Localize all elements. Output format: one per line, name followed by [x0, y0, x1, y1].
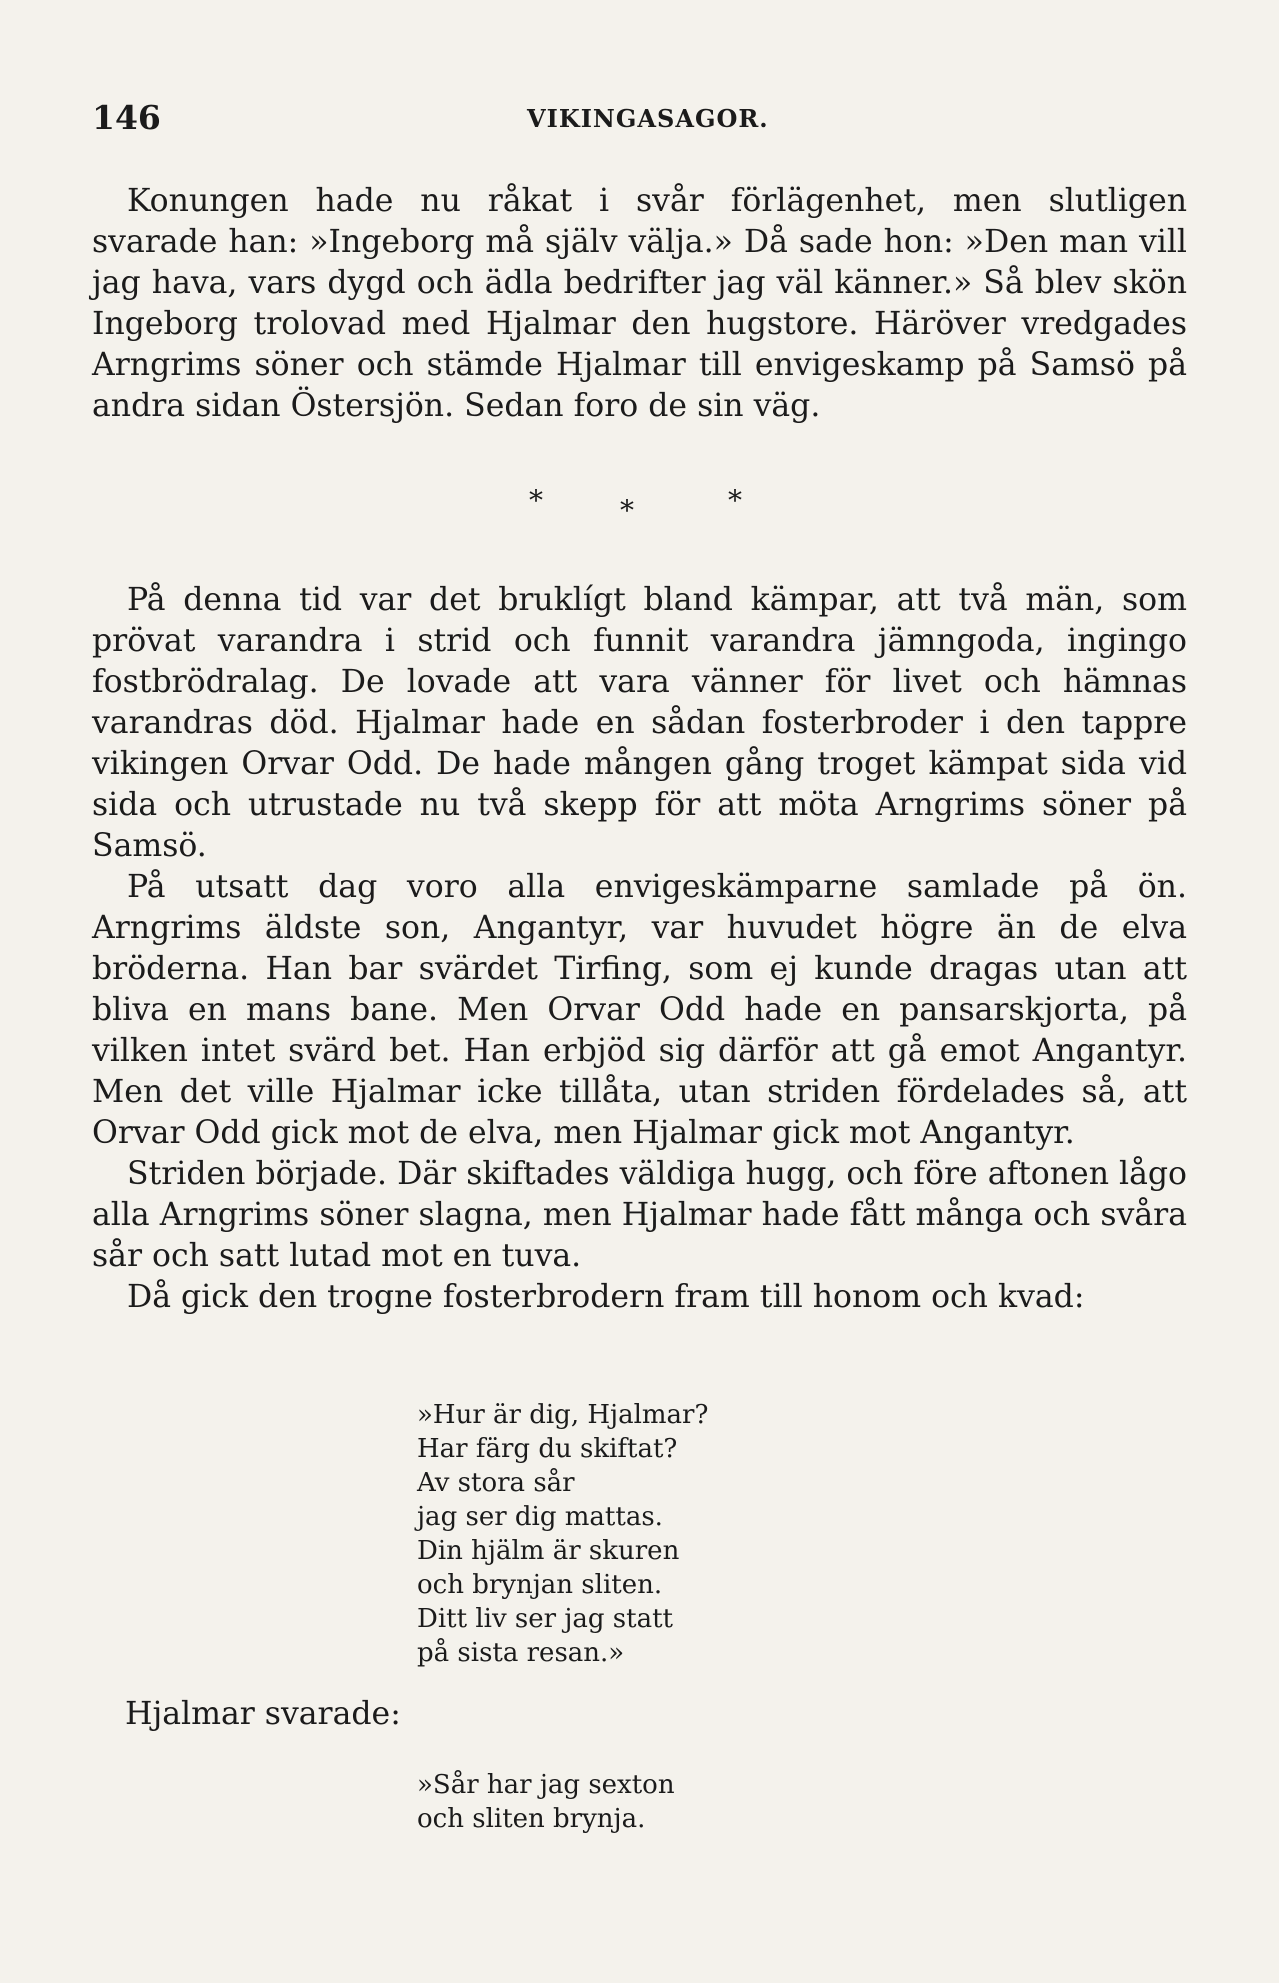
- page-header: [92, 98, 1177, 138]
- reply-intro: Hjalmar svarade:: [125, 1696, 401, 1732]
- verse-line: Din hjälm är skuren: [417, 1536, 680, 1566]
- paragraph: På utsatt dag voro alla envigeskämparne samlade på ön. Arngrims äldste son, Angantyr, var huvudet högre än de elva bröderna. Han bar svärdet Tirfing, som ej kunde dragas utan att bliva en mans bane. Men Orvar Odd hade en pansarskjorta, på vilken intet svärd bet. Han erbjöd sig därför att gå emot Angantyr. Men det ville Hjalmar icke tillåta, utan striden fördelades så, att Orvar Odd gick mot de elva, men Hjalmar gick mot Angantyr.: [92, 869, 1187, 1151]
- verse-line: och brynjan sliten.: [417, 1570, 663, 1600]
- verse-line: Av stora sår: [417, 1468, 575, 1498]
- verse-line: och sliten brynja.: [417, 1804, 646, 1834]
- verse-line: Har färg du skiftat?: [417, 1434, 678, 1464]
- verse-odd: [417, 1398, 708, 1670]
- paragraph: På denna tid var det bruklígt bland kämpar, att två män, som prövat varandra i strid och funnit varandra jämngoda, ingingo fostbrödralag. De lovade att vara vänner för livet och hämnas varandras död. Hjalmar hade en sådan fosterbroder i den tappre vikingen Orvar Odd. De hade mången gång troget kämpat sida vid sida och utrustade nu två skepp för att möta Arngrims söner på Samsö.: [92, 582, 1187, 864]
- section-separator: [0, 484, 1279, 527]
- paragraph: Konungen hade nu råkat i svår förlägenhet, men slutligen svarade han: »Ingeborg må själv välja.» Då sade hon: »Den man vill jag hava, vars dygd och ädla bedrifter jag väl känner.» Så blev skön Ingeborg trolovad med Hjalmar den hugstore. Häröver vredgades Arngrims söner och stämde Hjalmar till envigeskamp på Samsö på andra sidan Östersjön. Sedan foro de sin väg.: [92, 183, 1187, 424]
- verse-line: jag ser dig mattas.: [417, 1502, 663, 1532]
- separator-star: *: [529, 484, 543, 517]
- verse-hjalmar: [417, 1768, 675, 1836]
- paragraph: Striden började. Där skiftades väldiga hugg, och före aftonen lågo alla Arngrims söner slagna, men Hjalmar hade fått många och svåra sår och satt lutad mot en tuva.: [92, 1156, 1187, 1274]
- paragraph: Då gick den trogne fosterbrodern fram till honom och kvad:: [127, 1279, 1085, 1315]
- verse-line: »Hur är dig, Hjalmar?: [417, 1400, 709, 1430]
- paragraph-opening: [92, 181, 1187, 427]
- running-title: VIKINGASAGOR.: [527, 104, 769, 133]
- page-number: 146: [92, 98, 161, 137]
- separator-star: *: [620, 494, 634, 527]
- main-text: [92, 580, 1187, 1318]
- verse-line: Ditt liv ser jag statt: [417, 1604, 673, 1634]
- verse-line: »Sår har jag sexton: [417, 1770, 675, 1800]
- separator-star: *: [728, 484, 742, 517]
- verse-line: på sista resan.»: [417, 1638, 625, 1668]
